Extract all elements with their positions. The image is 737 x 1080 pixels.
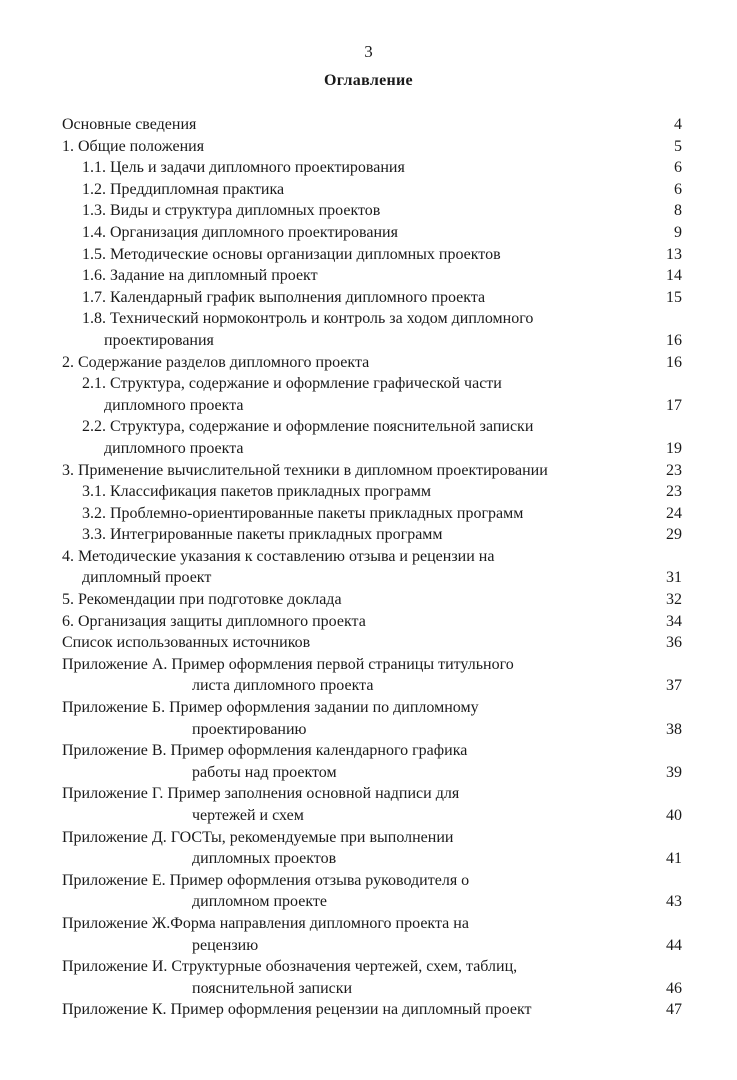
- toc-page-number: 46: [666, 979, 682, 997]
- toc-page-number: 39: [666, 763, 682, 781]
- toc-entry-text: 1.4. Организация дипломного проектирования: [82, 223, 398, 241]
- toc-page-number: 36: [666, 634, 682, 652]
- toc-entry-text: Приложение К. Пример оформления рецензии на дипломный проект: [62, 1001, 532, 1019]
- toc-entry-text: 3.1. Классификация пакетов прикладных программ: [82, 483, 431, 501]
- toc-entry: [62, 956, 684, 999]
- toc-entry: [62, 222, 684, 244]
- toc-page-number: 13: [666, 245, 682, 263]
- toc-page-number: 32: [666, 591, 682, 609]
- toc-entry-text: Приложение А. Пример оформления первой страницы титульного: [62, 655, 514, 673]
- toc-entry-text: 2. Содержание разделов дипломного проекта: [62, 353, 370, 371]
- toc-page-number: 23: [666, 483, 682, 501]
- toc-entry: [62, 373, 684, 416]
- toc-entry: [62, 157, 684, 179]
- toc-entry: [62, 632, 684, 654]
- toc-entry: [62, 999, 684, 1021]
- toc-entry-text: 6. Организация защиты дипломного проекта: [62, 612, 366, 630]
- toc-page-number: 6: [674, 159, 682, 177]
- toc-page-number: 40: [666, 807, 682, 824]
- toc-page-number: 17: [666, 396, 682, 414]
- toc-entry: [62, 481, 684, 503]
- toc-entry-text-continued: пояснительной записки: [192, 979, 353, 997]
- toc-entry: [62, 783, 684, 826]
- toc-entry: [62, 114, 684, 136]
- toc-entry: [62, 546, 684, 589]
- toc-page-number: 31: [666, 569, 682, 587]
- toc-entry-text-continued: дипломных проектов: [192, 850, 337, 868]
- toc-entry-text-continued: чертежей и схем: [192, 807, 304, 824]
- toc-title: Оглавление: [324, 72, 413, 89]
- toc-entry-text: 3.2. Проблемно-ориентированные пакеты прикладных программ: [82, 504, 524, 522]
- toc-page-number: 16: [666, 353, 682, 371]
- toc-page-number: 38: [666, 720, 682, 738]
- toc-entry-text-continued: рецензию: [192, 936, 259, 954]
- toc-page-number: 43: [666, 893, 682, 911]
- toc-entry-text: 1. Общие положения: [62, 137, 205, 155]
- toc-entry-text: 2.2. Структура, содержание и оформление пояснительной записки: [82, 418, 534, 436]
- toc-page-number: 4: [674, 116, 682, 133]
- toc-page-number: 23: [666, 461, 682, 479]
- toc-entry-text: 1.6. Задание на дипломный проект: [82, 267, 318, 285]
- toc-entry: [62, 308, 684, 351]
- toc-page-number: 9: [674, 223, 682, 241]
- toc-entry: [62, 179, 684, 201]
- toc-page-number: 14: [666, 267, 682, 285]
- toc-page-number: 6: [674, 180, 682, 198]
- toc-entry: [62, 654, 684, 697]
- toc-entry-text: Приложение И. Структурные обозначения чертежей, схем, таблиц,: [62, 958, 518, 976]
- toc-entry-text: 1.1. Цель и задачи дипломного проектирования: [82, 159, 405, 177]
- toc-page-number: 16: [666, 331, 682, 349]
- toc-entry-text-continued: дипломного проекта: [104, 396, 244, 414]
- toc-entry-text-continued: проектирования: [104, 331, 214, 349]
- toc-entry: [62, 913, 684, 956]
- toc-entry: [62, 265, 684, 287]
- toc-page-number: 29: [666, 526, 682, 544]
- toc-entry: [62, 611, 684, 633]
- toc-page-number: 44: [666, 936, 682, 954]
- toc-entry-text: 4. Методические указания к составлению отзыва и рецензии на: [62, 547, 495, 565]
- toc-entry: [62, 136, 684, 158]
- toc-entry-text: Приложение Д. ГОСТы, рекомендуемые при выполнении: [62, 828, 454, 846]
- toc-entry-text: Приложение Ж.Форма направления дипломного проекта на: [62, 914, 469, 932]
- table-of-contents: [62, 114, 684, 1021]
- toc-entry-text-continued: листа дипломного проекта: [192, 677, 374, 695]
- toc-entry-text: 1.5. Методические основы организации дипломных проектов: [82, 245, 501, 263]
- toc-page-number: 19: [666, 439, 682, 457]
- toc-page-number: 5: [674, 137, 682, 155]
- toc-entry-text: 3. Применение вычислительной техники в дипломном проектировании: [62, 461, 548, 479]
- toc-entry: [62, 352, 684, 374]
- toc-entry-text: 3.3. Интегрированные пакеты прикладных программ: [82, 526, 443, 544]
- toc-entry: [62, 244, 684, 266]
- toc-entry-text: 2.1. Структура, содержание и оформление графической части: [82, 375, 502, 393]
- toc-entry-text-continued: дипломного проекта: [104, 439, 244, 457]
- toc-entry: [62, 503, 684, 525]
- toc-entry-text: Приложение Б. Пример оформления задании по дипломному: [62, 699, 479, 717]
- toc-entry-text-continued: работы над проектом: [192, 763, 337, 781]
- page-number: 3: [364, 42, 373, 61]
- toc-entry: [62, 870, 684, 913]
- toc-entry: [62, 200, 684, 222]
- toc-entry: [62, 740, 684, 783]
- toc-entry: [62, 460, 684, 482]
- toc-page-number: 47: [666, 1001, 682, 1019]
- toc-entry-text: Основные сведения: [62, 116, 197, 133]
- toc-entry: [62, 524, 684, 546]
- toc-page-number: 37: [666, 677, 682, 695]
- toc-page-number: 24: [666, 504, 682, 522]
- toc-entry-text: Приложение В. Пример оформления календарного графика: [62, 742, 468, 760]
- toc-entry-text: 1.3. Виды и структура дипломных проектов: [82, 202, 381, 220]
- toc-entry-text: Приложение Г. Пример заполнения основной надписи для: [62, 785, 460, 803]
- toc-entry-text: 1.2. Преддипломная практика: [82, 180, 285, 198]
- toc-entry: [62, 827, 684, 870]
- toc-page-number: 8: [674, 202, 682, 220]
- toc-entry-text-continued: проектированию: [192, 720, 307, 738]
- toc-entry-text: 5. Рекомендации при подготовке доклада: [62, 591, 342, 609]
- toc-page-number: 34: [666, 612, 682, 630]
- toc-entry-text: 1.7. Календарный график выполнения дипломного проекта: [82, 288, 486, 306]
- toc-entry-text: Список использованных источников: [62, 634, 311, 652]
- toc-page-number: 41: [666, 850, 682, 868]
- toc-entry: [62, 697, 684, 740]
- toc-entry: [62, 589, 684, 611]
- toc-entry: [62, 287, 684, 309]
- toc-entry-text: Приложение Е. Пример оформления отзыва руководителя о: [62, 871, 470, 889]
- toc-entry: [62, 416, 684, 459]
- toc-entry-text-continued: дипломный проект: [82, 569, 212, 587]
- toc-page-number: 15: [666, 288, 682, 306]
- toc-entry-text: 1.8. Технический нормоконтроль и контроль за ходом дипломного: [82, 310, 534, 328]
- toc-entry-text-continued: дипломном проекте: [192, 893, 327, 911]
